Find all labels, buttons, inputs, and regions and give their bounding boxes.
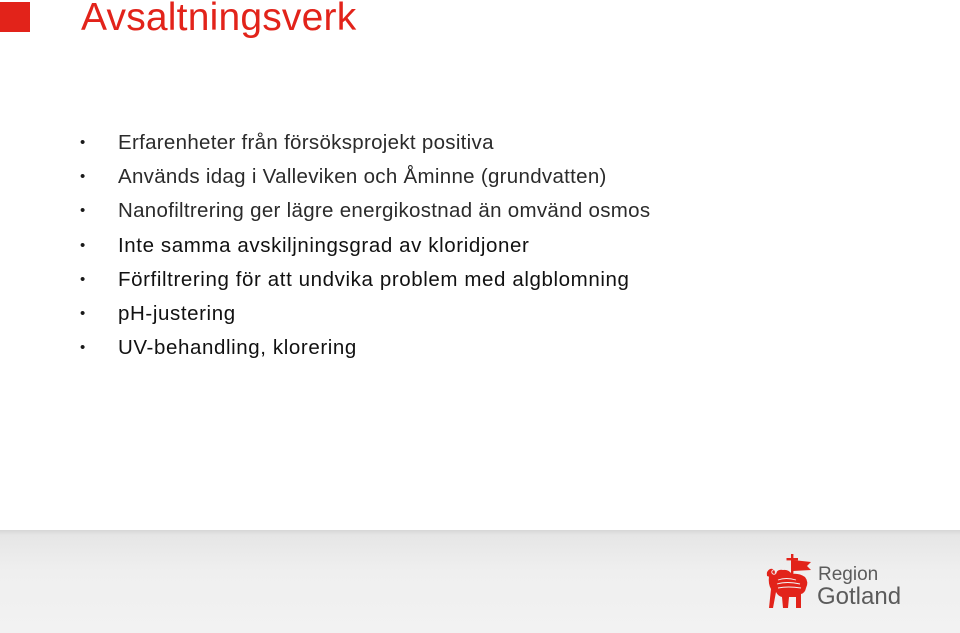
bullet-icon: • <box>80 270 86 288</box>
region-gotland-logo <box>766 553 916 613</box>
bullet-icon: • <box>80 339 86 357</box>
bullet-icon: • <box>80 168 86 186</box>
list-item-text: Förfiltrering för att undvika problem med algblomning <box>118 267 630 291</box>
list-item-text: Används idag i Valleviken och Åminne (grundvatten) <box>118 165 607 189</box>
bullet-icon: • <box>80 202 86 220</box>
bullet-icon: • <box>80 134 86 151</box>
logo-text-region: Region <box>818 564 879 585</box>
bullet-icon: • <box>80 304 86 322</box>
list-item-text: UV-behandling, klorering <box>118 336 357 360</box>
slide-title: Avsaltningsverk <box>81 0 357 39</box>
gotland-ram-icon <box>766 553 814 611</box>
list-item-text: Erfarenheter från försöksprojekt positiva <box>118 131 494 154</box>
bullet-icon: • <box>80 236 86 254</box>
red-square-icon <box>0 2 30 32</box>
list-item-text: Inte samma avskiljningsgrad av kloridjoner <box>118 233 530 257</box>
list-item-text: pH-justering <box>118 301 236 325</box>
list-item-text: Nanofiltrering ger lägre energikostnad än omvänd osmos <box>118 199 651 223</box>
logo-text-gotland: Gotland <box>817 583 902 610</box>
